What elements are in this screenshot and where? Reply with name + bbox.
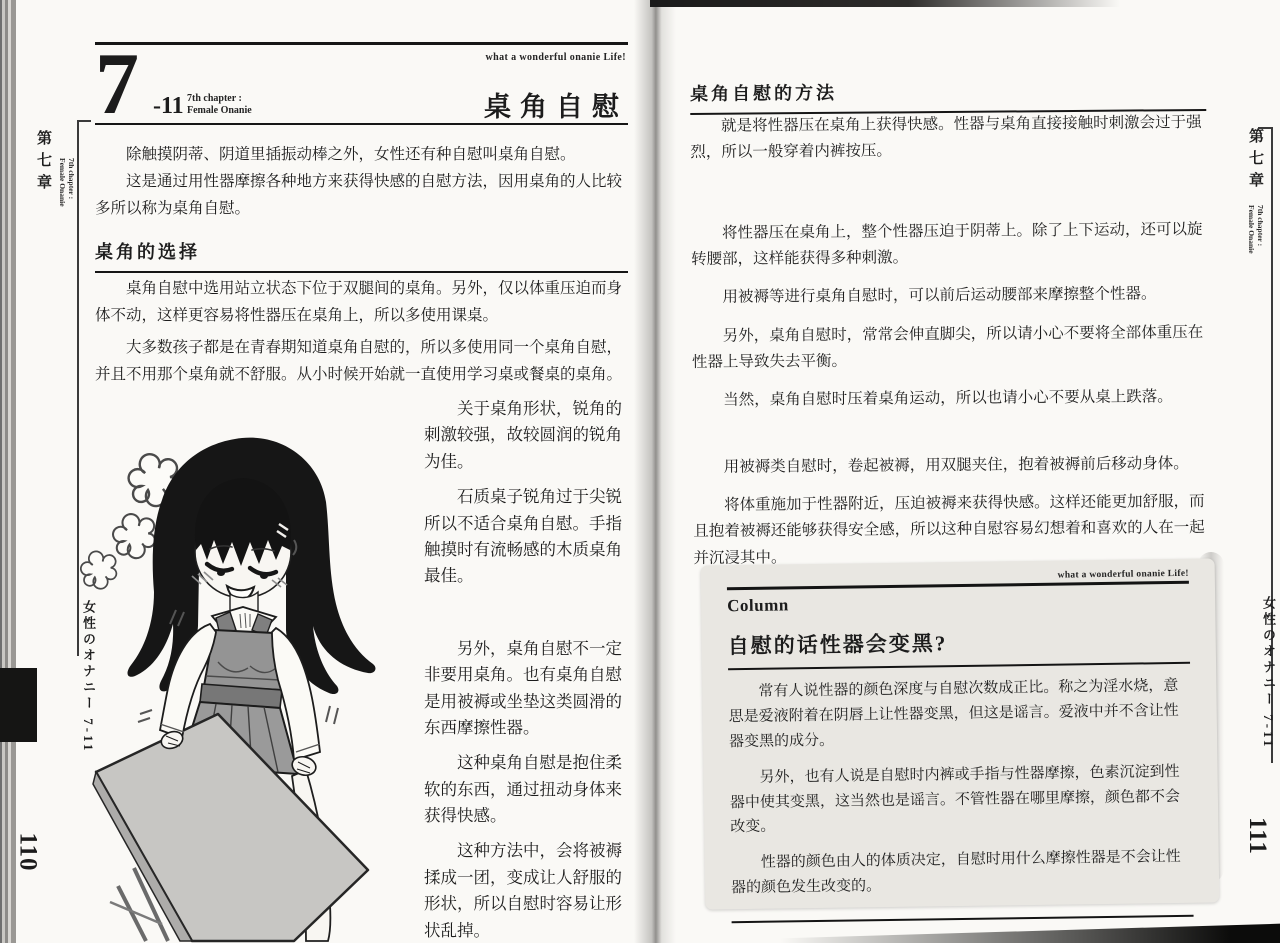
right-section-heading: 桌角自慰的方法 bbox=[690, 76, 1206, 115]
section-suffix: -11 bbox=[153, 93, 184, 119]
scan-edge-top bbox=[650, 0, 1120, 7]
page-spine-shadow bbox=[634, 0, 676, 943]
page-title: 桌角自慰 bbox=[484, 92, 628, 122]
left-page-number: 110 bbox=[14, 832, 42, 872]
left-margin-rule-tick bbox=[77, 120, 91, 122]
watermark-text: what a wonderful onanie Life! bbox=[485, 52, 626, 63]
chapter-number: 7 bbox=[95, 36, 135, 133]
paragraph: 另外，桌角自慰时，常常会伸直脚尖，所以请小心不要将全部体重压在性器上导致失去平衡。 bbox=[691, 323, 1204, 372]
chapter-subtitle: 7th chapter : Female Onanie bbox=[187, 93, 252, 116]
paragraph: 桌角自慰中选用站立状态下位于双腿间的桌角。另外，仅以体重压迫而身体不动，这样更容易将性器压在桌角上，所以多使用课桌。 bbox=[95, 280, 623, 324]
chapter-index-tab bbox=[0, 668, 37, 742]
paragraph: 这是通过用性器摩擦各种地方来获得快感的自慰方法，因用桌角的人比较多所以称为桌角自慰。 bbox=[95, 172, 623, 217]
watermark-text: what a wonderful onanie Life! bbox=[1057, 568, 1189, 581]
right-page-number: 111 bbox=[1243, 817, 1271, 855]
right-margin-chapter: 第七章 bbox=[1247, 128, 1263, 194]
paragraph: 另外，也有人说是自慰时内裤或手指与性器摩擦，色素沉淀到性器中使其变黑，这当然也是谣言。不管性器在哪里摩擦，颜色都不会改变。 bbox=[729, 762, 1181, 836]
column-body bbox=[728, 674, 1193, 902]
right-margin-rule-tick bbox=[1258, 127, 1272, 129]
column-title: 自慰的话性器会变黑? bbox=[728, 624, 1191, 670]
left-section-heading: 桌角的选择 bbox=[95, 238, 628, 273]
right-margin-series: 女性のオナニー 7-11 bbox=[1261, 596, 1276, 750]
paragraph: 另外，桌角自慰不一定非要用桌角。也有桌角自慰是用被褥或坐垫这类圆滑的东西摩擦性器。 bbox=[424, 639, 622, 737]
paragraph: 大多数孩子都是在青春期知道桌角自慰的，所以多使用同一个桌角自慰，并且不用那个桌角就不舒服。从小时候开始就一直使用学习桌或餐桌的桌角。 bbox=[95, 338, 623, 383]
left-margin-chapter-sub: 7th chapter : Female Onanie bbox=[57, 158, 76, 207]
right-margin-chapter-sub: 7th chapter : Female Onanie bbox=[1246, 205, 1265, 254]
paragraph: 将性器压在桌角上，整个性器压迫于阴蒂上。除了上下运动，还可以旋转腰部，这样能获得多种刺激。 bbox=[691, 220, 1203, 269]
paragraph: 关于桌角形状，锐角的刺激较强，故较圆润的锐角为佳。 bbox=[424, 400, 622, 471]
paragraph: 性器的颜色由人的体质决定，自慰时用什么摩擦性器是不会让性器的颜色发生改变的。 bbox=[731, 848, 1181, 897]
left-intro bbox=[95, 142, 629, 223]
book-binding-edge bbox=[0, 0, 16, 943]
paragraph: 常有人说性器的颜色深度与自慰次数成正比。称之为淫水烧，意思是爱液附着在阴唇上让性器变黑，但这是谣言。爱液中并不含让性器变黑的成分。 bbox=[728, 676, 1179, 751]
column-bottom-rule bbox=[732, 915, 1194, 923]
left-margin-rule bbox=[77, 120, 79, 656]
left-margin-chapter: 第七章 bbox=[35, 130, 51, 196]
paragraph: 这种桌角自慰是抱住柔软的东西，通过扭动身体来获得快感。 bbox=[424, 754, 622, 826]
paragraph: 除触摸阴蒂、阴道里插振动棒之外，女性还有种自慰叫桌角自慰。 bbox=[126, 146, 576, 163]
left-side-column bbox=[424, 396, 630, 943]
paragraph: 当然，桌角自慰时压着桌角运动，所以也请小心不要从桌上跌落。 bbox=[723, 388, 1173, 410]
paragraph: 这种方法中，会将被褥揉成一团，变成让人舒服的形状，所以自慰时容易让形状乱掉。 bbox=[424, 842, 622, 940]
column-box bbox=[701, 558, 1220, 909]
left-page-header bbox=[95, 36, 628, 133]
left-section-body bbox=[95, 276, 629, 389]
left-margin-series: 女性のオナニー 7-11 bbox=[81, 600, 96, 754]
column-label: Column bbox=[727, 595, 789, 616]
right-section-body bbox=[690, 110, 1211, 572]
illustration-girl-desk bbox=[80, 418, 435, 943]
scan-edge-bottom bbox=[780, 922, 1280, 943]
paragraph: 用被褥类自慰时，卷起被褥，用双腿夹住，抱着被褥前后移动身体。 bbox=[723, 454, 1189, 476]
paragraph: 用被褥等进行桌角自慰时，可以前后运动腰部来摩擦整个性器。 bbox=[722, 285, 1157, 307]
paragraph: 将体重施加于性器附近，压迫被褥来获得快感。这样还能更加舒服，而且抱着被褥还能够获得安全感，所以这种自慰容易幻想着和喜欢的人在一起并沉浸其中。 bbox=[693, 493, 1205, 567]
paragraph: 就是将性器压在桌角上获得快感。性器与桌角直接接触时刺激会过于强烈，所以一般穿着内裤按压。 bbox=[690, 113, 1202, 162]
paragraph: 石质桌子锐角过于尖锐所以不适合桌角自慰。手指触摸时有流畅感的木质桌角最佳。 bbox=[424, 488, 622, 586]
